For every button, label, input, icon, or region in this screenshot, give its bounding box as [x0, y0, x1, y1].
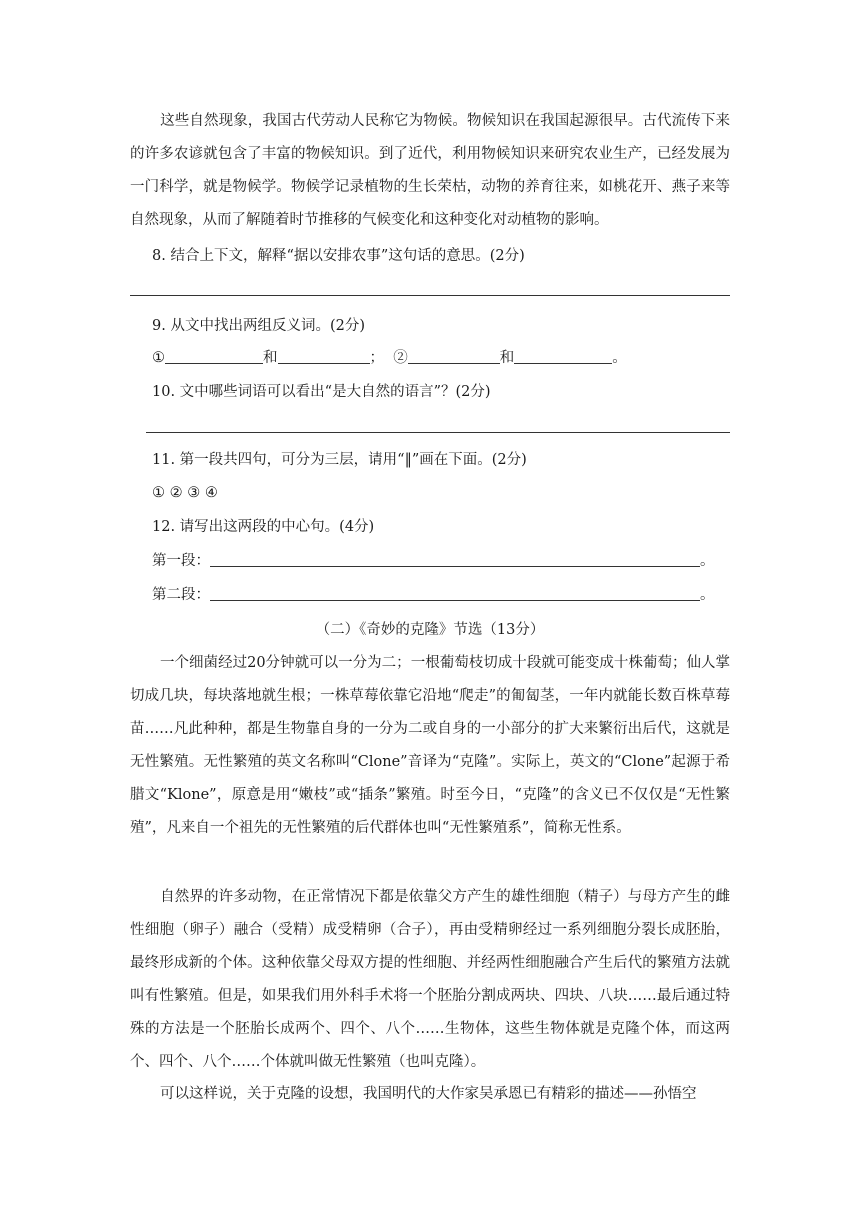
end-mark: 。: [612, 350, 627, 366]
choice-1-marker: ①: [152, 350, 165, 366]
q12-end-2: 。: [700, 587, 715, 603]
question-11: 11. 第一段共四句，可分为三层，请用“‖”画在下面。(2分): [152, 452, 527, 468]
question-9-answer-row: [152, 348, 627, 368]
q12-paragraph-2-label: 第二段：: [152, 587, 210, 603]
and-1: 和: [263, 350, 278, 366]
section-2-paragraph-2: [130, 881, 730, 1079]
sentence-markers: ① ② ③ ④: [152, 485, 218, 501]
and-2: 和: [499, 350, 515, 366]
question-9: 9. 从文中找出两组反义词。(2分): [152, 318, 365, 334]
section-2-paragraph-2-text: 自然界的许多动物，在正常情况下都是依靠父方产生的雄性细胞（精子）与母方产生的雌性细胞（卵子）融合（受精）成受精卵（合子），再由受精卵经过一系列细胞分裂长成胚胎，最终形成新的个体。这种依靠父母双方提的性细胞、并经两性细胞融合产生后代的繁殖方法就叫有性繁殖。但是，如果我们用外科手术将一个胚胎分割成两块、四块、八块……最后通过特殊的方法是一个胚胎长成两个、四个、八个……生物体，这些生物体就是克隆个体，而这两个、四个、八个……个体就叫做无性繁殖（也叫克隆）。: [130, 889, 730, 1070]
choice-2-marker: ②: [393, 350, 408, 366]
q12-paragraph-2-row: [152, 585, 715, 605]
central-sentence-blank-1[interactable]: [210, 552, 700, 567]
q12-end-1: 。: [700, 553, 715, 569]
answer-line-q10[interactable]: [146, 432, 730, 433]
antonym-blank-1a[interactable]: [165, 349, 263, 364]
antonym-blank-2a[interactable]: [408, 349, 500, 364]
q12-paragraph-1-row: [152, 551, 715, 571]
section-2-heading: （二）《奇妙的克隆》节选（13分）: [315, 622, 545, 638]
question-8: 8. 结合上下文，解释“据以安排农事”这句话的意思。(2分): [152, 248, 525, 264]
antonym-blank-1b[interactable]: [278, 349, 370, 364]
antonym-blank-2b[interactable]: [514, 349, 612, 364]
question-10: 10. 文中哪些词语可以看出“是大自然的语言”？(2分): [152, 384, 491, 400]
section-2-paragraph-3: [130, 1078, 730, 1111]
answer-line-q8[interactable]: [130, 295, 730, 296]
passage-paragraph: [130, 105, 730, 237]
q12-paragraph-1-label: 第一段：: [152, 553, 210, 569]
section-2-paragraph-1: [130, 647, 730, 845]
section-2-paragraph-1-text: 一个细菌经过20分钟就可以一分为二；一根葡萄枝切成十段就可能变成十株葡萄；仙人掌切成几块，每块落地就生根；一株草莓依靠它沿地“爬走”的匍匐茎，一年内就能长数百株草莓苗……凡此种种，都是生物靠自身的一分为二或自身的一小部分的扩大来繁衍出后代，这就是无性繁殖。无性繁殖的英文名称叫“Clone”音译为“克隆”。实际上，英文的“Clone”起源于希腊文“Klone”，原意是用“嫩枝”或“插条”繁殖。时至今日，“克隆”的含义已不仅仅是“无性繁殖”，凡来自一个祖先的无性繁殖的后代群体也叫“无性繁殖系”，简称无性系。: [130, 655, 730, 836]
separator: ；: [369, 350, 384, 366]
question-12: 12. 请写出这两段的中心句。(4分): [152, 519, 375, 535]
section-2-paragraph-3-text: 可以这样说，关于克隆的设想，我国明代的大作家吴承恩已有精彩的描述——孙悟空: [160, 1086, 697, 1102]
passage-paragraph-text: 这些自然现象，我国古代劳动人民称它为物候。物候知识在我国起源很早。古代流传下来的许多农谚就包含了丰富的物候知识。到了近代，利用物候知识来研究农业生产，已经发展为一门科学，就是物候学。物候学记录植物的生长荣枯，动物的养育往来，如桃花开、燕子来等自然现象，从而了解随着时节推移的气候变化和这种变化对动植物的影响。: [130, 113, 730, 228]
central-sentence-blank-2[interactable]: [210, 586, 700, 601]
